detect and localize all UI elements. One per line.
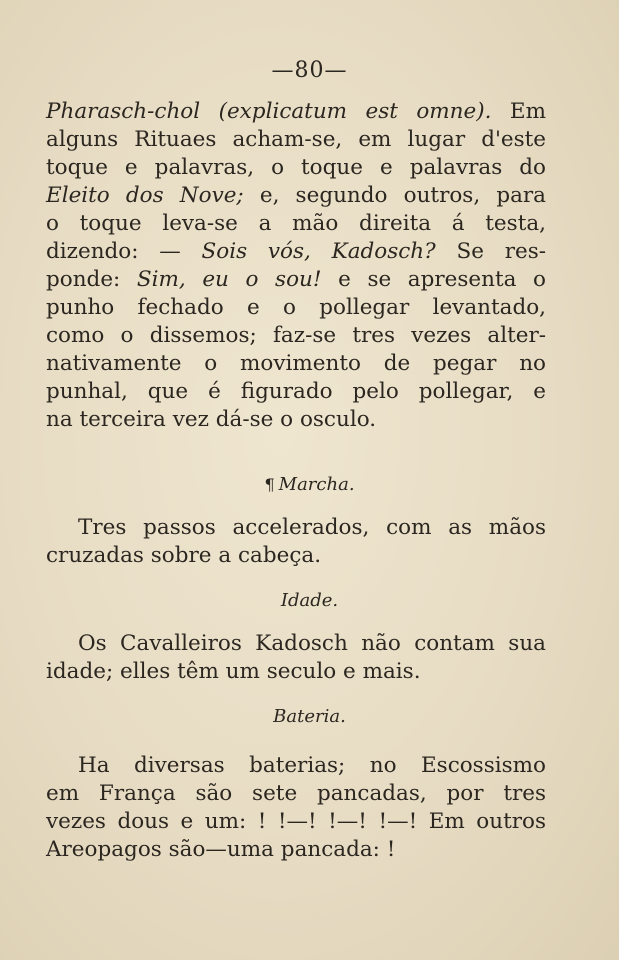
paragraph-idade: [46, 630, 546, 686]
section-sigil: ¶: [264, 475, 275, 494]
text-run: e, segundo outros, para: [243, 183, 546, 208]
text-run: e se apresenta o: [321, 267, 546, 292]
text-line: Areopagos são—uma pancada: !: [46, 837, 396, 862]
text-line: [46, 266, 546, 294]
heading-marcha: [0, 474, 619, 495]
text-line: [46, 98, 546, 126]
text-line: Os Cavalleiros Kadosch não contam sua: [78, 631, 546, 656]
paragraph-marcha: [46, 514, 546, 570]
text-line: [46, 238, 546, 266]
text-line: nativamente o movimento de pegar no: [46, 351, 546, 376]
heading-bateria: [0, 706, 619, 727]
paragraph-bateria: [46, 752, 546, 864]
text-run: dizendo: —: [46, 239, 202, 264]
paragraph-toque: [46, 98, 546, 434]
text-line: na terceira vez dá-se o osculo.: [46, 407, 377, 432]
text-line: Tres passos accelerados, com as mãos: [78, 515, 546, 540]
heading-label: Idade.: [280, 590, 339, 611]
italic-term: Pharasch-chol (explicatum est omne).: [46, 99, 492, 124]
text-line: punhal, que é figurado pelo pollegar, e: [46, 379, 546, 404]
text-line: vezes dous e um: ! !—! !—! !—! Em outros: [46, 809, 546, 834]
heading-idade: [0, 590, 619, 611]
italic-term: Eleito dos Nove;: [46, 183, 244, 208]
text-line: idade; elles têm um seculo e mais.: [46, 659, 421, 684]
text-line: o toque leva-se a mão direita á testa,: [46, 211, 546, 236]
text-run: Se res-: [435, 239, 546, 264]
text-line: como o dissemos; faz-se tres vezes alter-: [46, 323, 546, 348]
heading-label: Bateria.: [273, 706, 346, 727]
page-number: —80—: [271, 58, 348, 83]
heading-label: Marcha.: [278, 474, 355, 495]
text-line: alguns Rituaes acham-se, em lugar d'este: [46, 127, 546, 152]
italic-term: Sois vós, Kadosch?: [201, 239, 436, 264]
text-run: ponde:: [46, 267, 137, 292]
text-line: em França são sete pancadas, por tres: [46, 781, 546, 806]
text-run: Em: [491, 99, 546, 124]
text-line: punho fechado e o pollegar levantado,: [46, 295, 546, 320]
italic-term: Sim, eu o sou!: [136, 267, 322, 292]
text-line: cruzadas sobre a cabeça.: [46, 543, 322, 568]
text-line: Ha diversas baterias; no Escossismo: [78, 753, 546, 778]
text-line: toque e palavras, o toque e palavras do: [46, 155, 546, 180]
text-line: [46, 182, 546, 210]
